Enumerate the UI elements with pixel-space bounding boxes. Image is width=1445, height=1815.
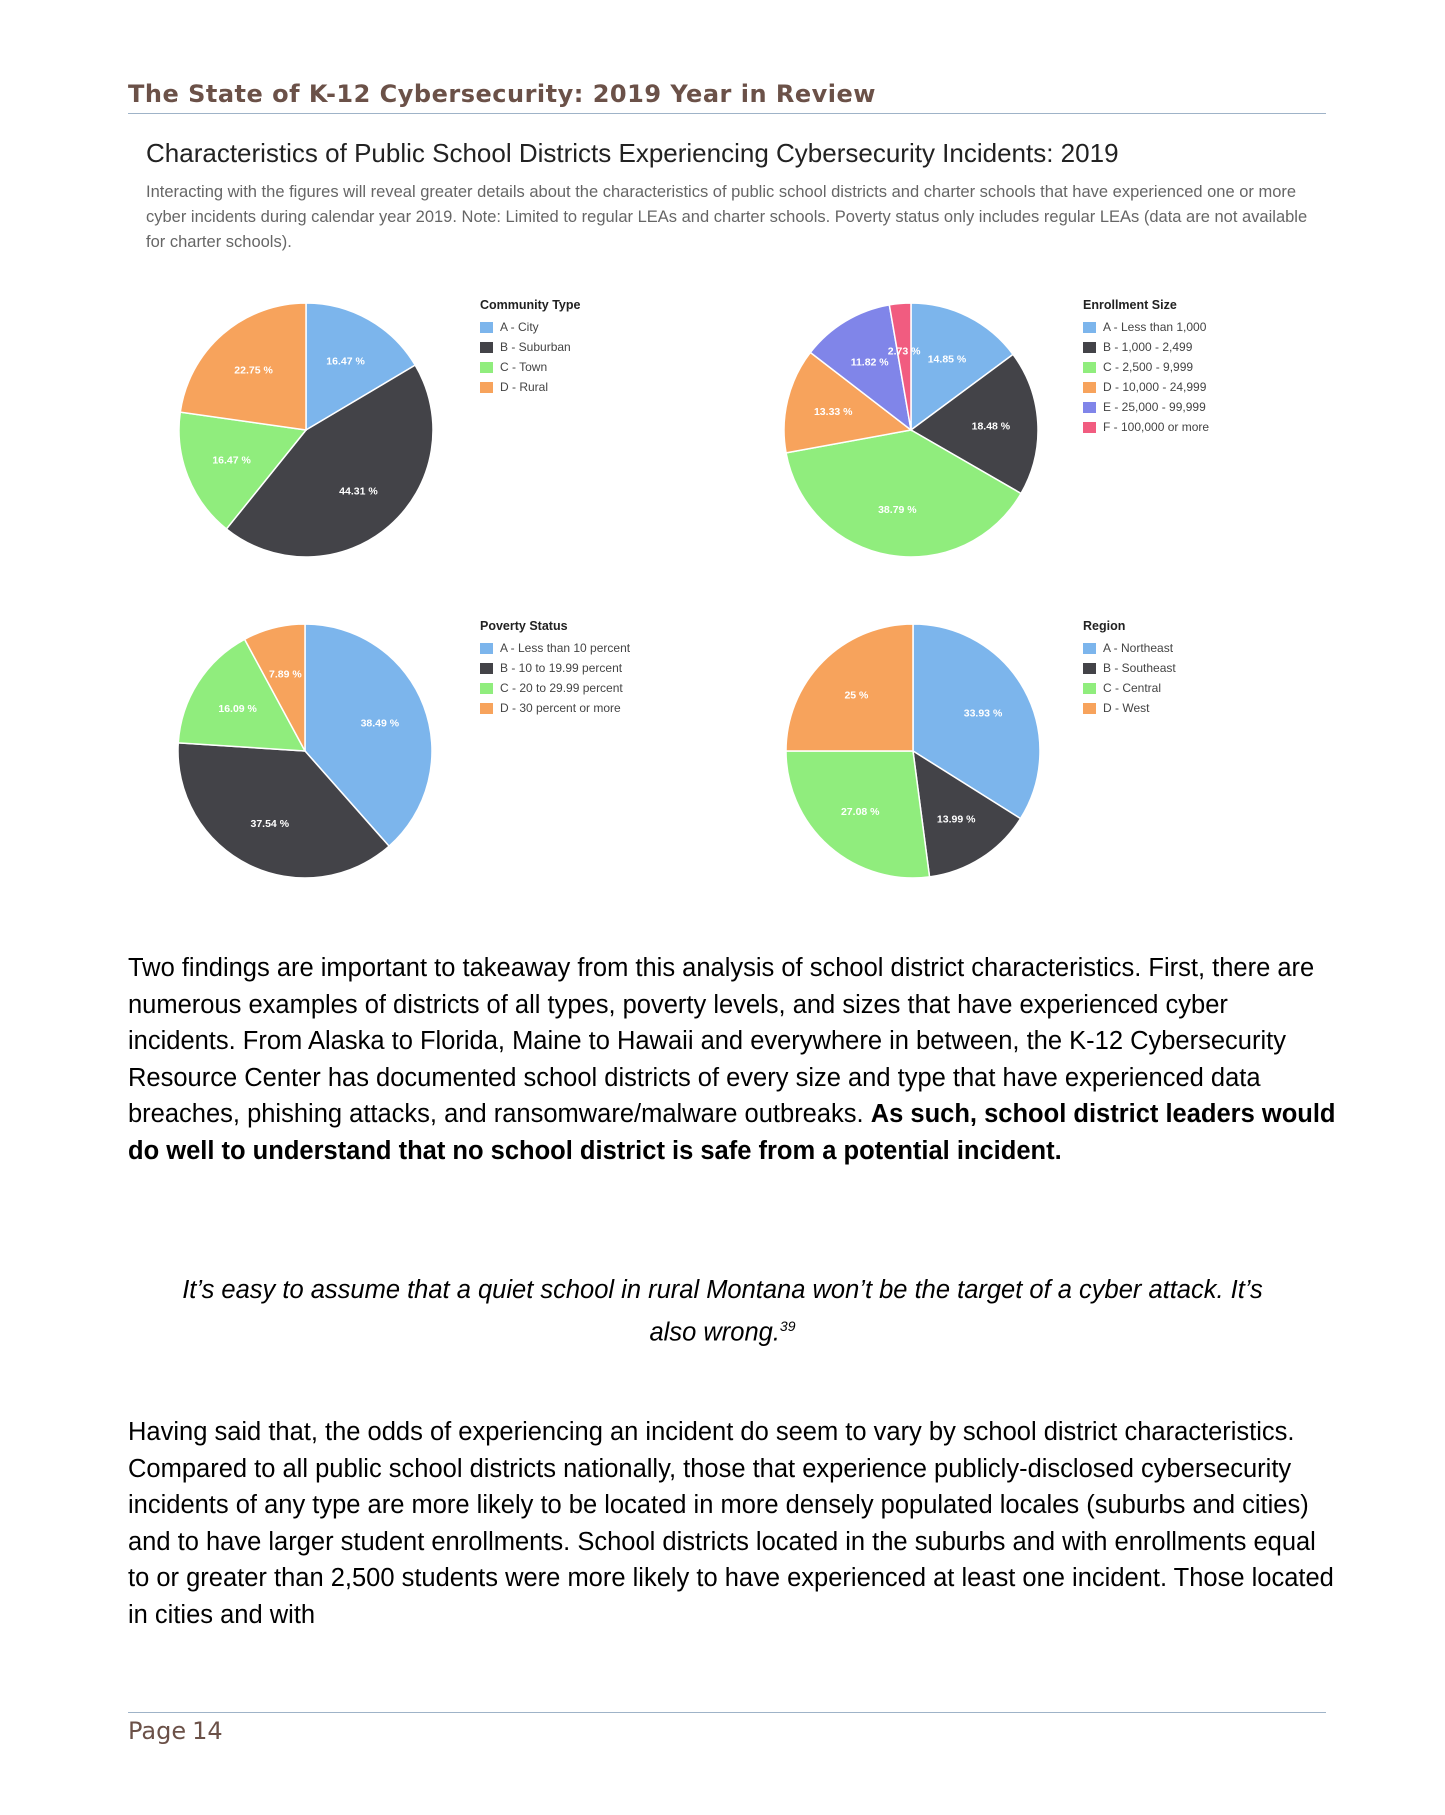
legend-item[interactable] [1083, 397, 1209, 417]
data-label: 37.54 % [250, 817, 290, 830]
legend-swatch [480, 342, 493, 353]
data-label: 13.33 % [813, 406, 853, 419]
legend-label: B - Southeast [1103, 661, 1176, 675]
legend-swatch [480, 322, 493, 333]
legend-label: E - 25,000 - 99,999 [1103, 400, 1206, 414]
pull-quote [180, 1272, 1265, 1351]
legend-swatch [1083, 643, 1096, 654]
legend-label: B - 1,000 - 2,499 [1103, 340, 1193, 354]
legend-swatch [1083, 342, 1096, 353]
data-label: 44.31 % [339, 485, 378, 498]
legend-label: C - 2,500 - 9,999 [1103, 360, 1194, 374]
legend-label: D - West [1103, 701, 1150, 715]
pie-slice[interactable] [786, 624, 913, 751]
pie-enrollment-size[interactable] [781, 300, 1041, 560]
legend-swatch [1083, 683, 1096, 694]
legend-swatch [1083, 322, 1096, 333]
legend-label: D - 30 percent or more [500, 701, 621, 715]
legend-label: C - Central [1103, 681, 1162, 695]
data-label: 18.48 % [971, 420, 1011, 433]
legend-label: A - Less than 1,000 [1103, 320, 1207, 334]
legend-label: A - Less than 10 percent [500, 641, 631, 655]
legend-label: C - Town [500, 360, 548, 374]
data-label: 25 % [844, 689, 869, 702]
legend-item[interactable] [1083, 678, 1176, 698]
data-label: 27.08 % [840, 806, 880, 819]
legend-item[interactable] [480, 698, 630, 718]
legend-swatch [1083, 663, 1096, 674]
legend-item[interactable] [1083, 698, 1176, 718]
page-label: Page [128, 1717, 187, 1745]
figure-title: Characteristics of Public School Districts Experiencing Cybersecurity Incidents: 2019 [146, 138, 1119, 168]
legend-title: Community Type [480, 298, 581, 312]
legend-enrollment-size [1083, 298, 1209, 437]
legend-label: A - City [500, 320, 539, 334]
data-label: 16.47 % [326, 355, 365, 368]
quote-text: It’s easy to assume that a quiet school in rural Montana won’t be the target of a cyber attack. It’s also wrong. [182, 1276, 1263, 1347]
legend-item[interactable] [1083, 337, 1209, 357]
legend-item[interactable] [1083, 658, 1176, 678]
legend-item[interactable] [480, 678, 630, 698]
legend-region [1083, 619, 1176, 718]
legend-title: Region [1083, 619, 1126, 633]
legend-swatch [1083, 402, 1096, 413]
data-label: 11.82 % [850, 356, 889, 369]
header-rule [128, 113, 1326, 114]
data-label: 14.85 % [927, 353, 967, 366]
page-number-value: 14 [192, 1717, 223, 1745]
legend-label: F - 100,000 or more [1103, 420, 1210, 434]
legend-label: A - Northeast [1103, 641, 1174, 655]
legend-swatch [1083, 362, 1096, 373]
data-label: 13.99 % [936, 813, 976, 826]
figure-description: Interacting with the figures will reveal greater details about the characteristics of public school districts and charter schools that have experienced one or more cyber incidents during calendar year 2019. Note: Limited to regular LEAs and charter schools. Poverty status only includes regular LEAs (data are not available for charter schools). [146, 183, 1308, 251]
legend-item[interactable] [1083, 638, 1176, 658]
legend-title: Enrollment Size [1083, 298, 1177, 312]
data-label: 2.73 % [887, 345, 921, 358]
legend-swatch [480, 362, 493, 373]
data-label: 7.89 % [269, 668, 302, 681]
data-label: 22.75 % [234, 364, 273, 377]
footnote-ref[interactable]: 39 [779, 1318, 796, 1334]
data-label: 16.47 % [212, 454, 251, 467]
legend-item[interactable] [1083, 417, 1209, 437]
body-paragraph-2: Having said that, the odds of experiencing an incident do seem to vary by school district characteristics. Compared to all public school districts nationally, those that experience publicly-disclosed cybersecurity incidents of any type are more likely to be located in more densely populated locales (suburbs and cities) and to have larger student enrollments. School districts located in the suburbs and with enrollments equal to or greater than 2,500 students were more likely to have experienced at least one incident. Those located in cities and with [128, 1418, 1334, 1629]
data-label: 16.09 % [218, 702, 257, 715]
pie-region[interactable] [783, 621, 1043, 881]
legend-label: D - Rural [500, 380, 549, 394]
pie-poverty-status[interactable] [175, 621, 435, 881]
legend-item[interactable] [1083, 317, 1209, 337]
legend-label: B - 10 to 19.99 percent [500, 661, 623, 675]
legend-poverty-status [480, 619, 630, 718]
legend-swatch [1083, 703, 1096, 714]
legend-item[interactable] [480, 357, 580, 377]
running-header: The State of K-12 Cybersecurity: 2019 Year in Review [128, 80, 876, 108]
legend-item[interactable] [1083, 377, 1209, 397]
legend-swatch [480, 382, 493, 393]
paragraph-text: Two findings are important to takeaway from this analysis of school district characteristics. First, there are numerous examples of districts of all types, poverty levels, and sizes that have experienced cyber incidents. From Alaska to Florida, Maine to Hawaii and everywhere in between, the K-12 Cybersecurity Resource Center has documented school districts of every size and type that have experienced data breaches, phishing attacks, and ransomware/malware outbreaks. [128, 954, 1315, 1128]
legend-title: Poverty Status [480, 619, 568, 633]
legend-swatch [1083, 382, 1096, 393]
legend-item[interactable] [480, 638, 630, 658]
legend-community-type [480, 298, 580, 397]
data-label: 38.79 % [878, 503, 917, 516]
legend-swatch [480, 703, 493, 714]
data-label: 33.93 % [963, 707, 1003, 720]
footer-rule [128, 1712, 1326, 1713]
pie-community-type[interactable] [176, 300, 436, 560]
legend-item[interactable] [1083, 357, 1209, 377]
legend-swatch [1083, 422, 1096, 433]
legend-swatch [480, 663, 493, 674]
legend-item[interactable] [480, 337, 580, 357]
legend-item[interactable] [480, 317, 580, 337]
page-number [128, 1717, 229, 1745]
legend-swatch [480, 643, 493, 654]
legend-item[interactable] [480, 377, 580, 397]
legend-swatch [480, 683, 493, 694]
legend-item[interactable] [480, 658, 630, 678]
legend-label: D - 10,000 - 24,999 [1103, 380, 1207, 394]
legend-label: C - 20 to 29.99 percent [500, 681, 623, 695]
legend-label: B - Suburban [500, 340, 571, 354]
data-label: 38.49 % [360, 717, 400, 730]
body-paragraph-1 [128, 950, 1338, 1169]
paragraph-emphasis: As such, school district leaders would do well to understand that no school district is safe from a potential incident. [128, 1100, 1336, 1165]
